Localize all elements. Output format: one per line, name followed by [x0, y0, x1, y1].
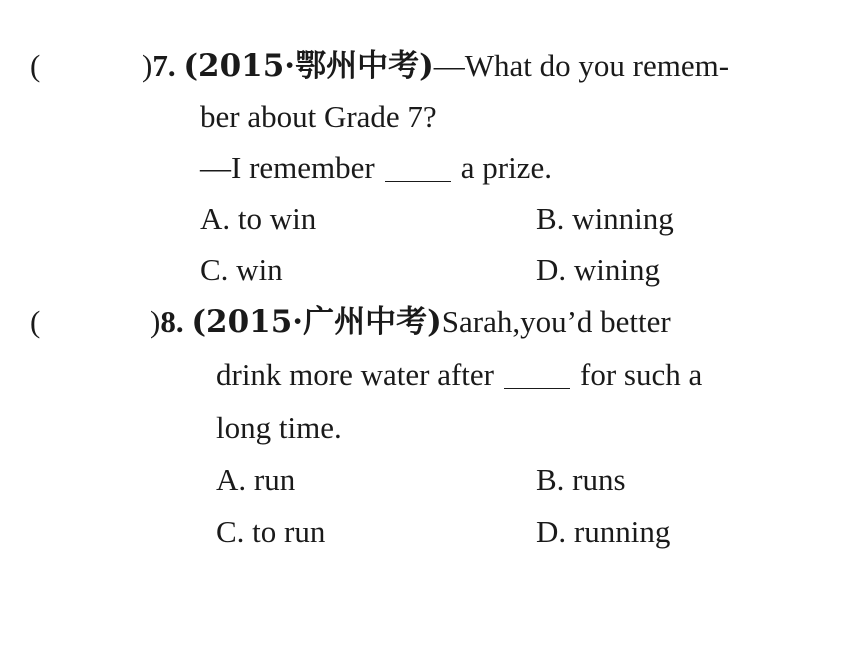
- q7-option-a: A. to win: [200, 201, 317, 236]
- q7-answer-paren-close: ): [142, 48, 153, 83]
- q7-answer-after: a prize.: [460, 150, 552, 185]
- q7-stem-line1: —What do you remem-: [433, 48, 730, 83]
- q8-number: 8.: [160, 304, 184, 339]
- q8-header-line: [150, 302, 671, 342]
- q7-number: 7.: [152, 48, 176, 83]
- q8-source: (2015·广州中考): [191, 304, 442, 340]
- q8-stem-line3: long time.: [216, 410, 342, 445]
- q7-blank: [385, 153, 451, 182]
- q8-stem-line2: [216, 355, 702, 395]
- q8-option-b: B. runs: [536, 462, 626, 497]
- q7-option-d: D. wining: [536, 252, 660, 287]
- q7-stem-line2: ber about Grade 7?: [200, 99, 437, 134]
- q8-stem-line2-after: for such a: [580, 357, 703, 392]
- q7-answer-line: [200, 148, 552, 188]
- q8-option-d: D. running: [536, 514, 671, 549]
- q7-answer-before: —I remember: [200, 150, 375, 185]
- q7-header-line: [142, 46, 729, 86]
- q7-source: (2015·鄂州中考): [183, 48, 434, 84]
- q8-stem-line1: Sarah,you’d better: [441, 304, 671, 339]
- q8-blank: [504, 360, 570, 389]
- q7-option-b: B. winning: [536, 201, 674, 236]
- q7-option-c: C. win: [200, 252, 283, 287]
- q7-answer-paren-open: (: [30, 48, 41, 83]
- q8-answer-paren-close: ): [150, 304, 161, 339]
- q8-option-a: A. run: [216, 462, 296, 497]
- q8-option-c: C. to run: [216, 514, 326, 549]
- q8-stem-line2-before: drink more water after: [216, 357, 495, 392]
- q8-answer-paren-open: (: [30, 304, 41, 339]
